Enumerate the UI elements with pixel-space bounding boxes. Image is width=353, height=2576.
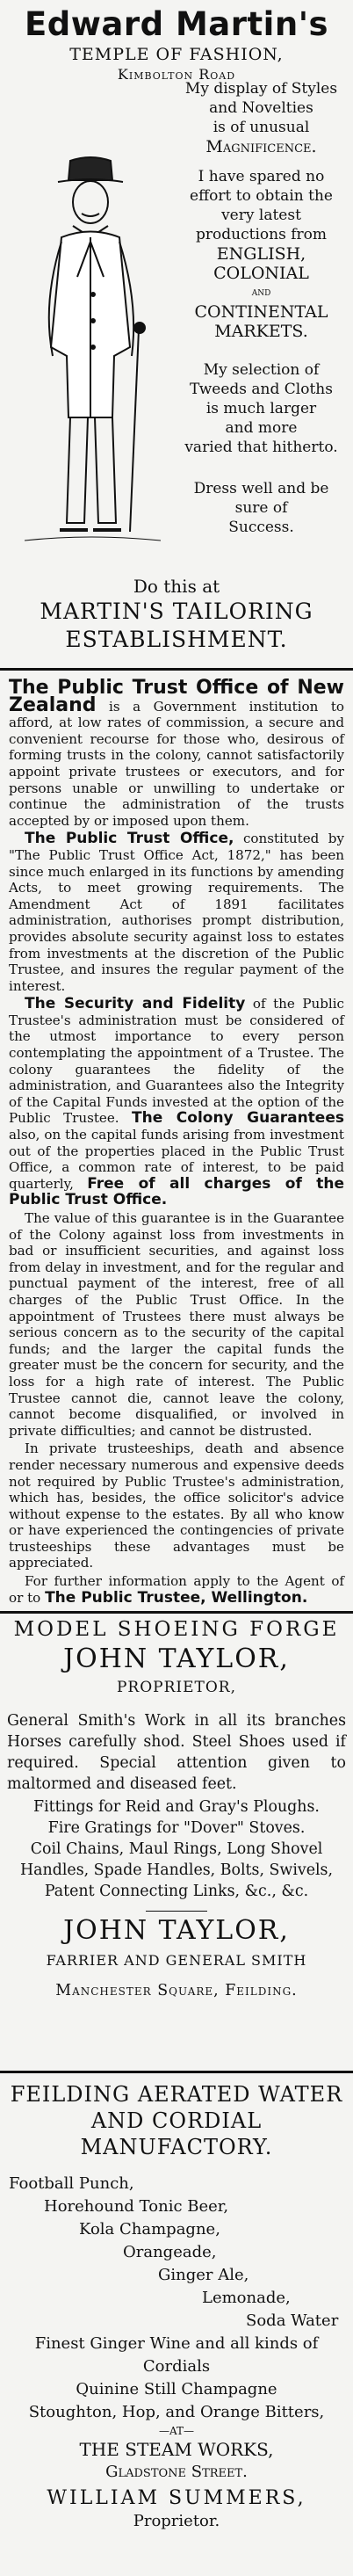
text-line: My display of Styles: [184, 80, 338, 98]
short-rule: [146, 1911, 207, 1912]
paragraph-text: also, on the capital funds arising from investment out of the properties placed in the Public Trust Office, a common rate of interest, to be paid quarterly,: [9, 1127, 344, 1192]
ad-title: FEILDING AERATED WATER AND CORDIAL MANUFACTORY.: [10, 2082, 343, 2159]
list-item: Kola Champagne,: [79, 2220, 220, 2239]
effort-paragraph: [171, 167, 351, 341]
dress-paragraph: [171, 479, 351, 537]
text-line: very latest: [221, 207, 301, 224]
paragraph-heading: The Colony Guarantees: [132, 1109, 344, 1128]
at-line: —AT—: [158, 2425, 194, 2437]
text-line: productions from: [196, 226, 327, 243]
text-line: is of unusual: [213, 119, 310, 136]
public-trust-ad: [0, 671, 353, 1612]
paragraph-heading: The Public Trust Office,: [25, 830, 234, 848]
martin-tailoring-ad: [0, 0, 353, 670]
proprietor-name: JOHN TAYLOR,: [63, 1644, 290, 1674]
paragraph-text: is a Government institution to afford, at low rates of commission, a secure and convenient recourse for those who, desirous of forming trusts in the colony, cannot satisfactorily appoint private trustees or executors, and for persons unable or unwilling to undertake or continue the administration of the trusts accepted by or imposed upon them.: [9, 698, 344, 829]
paragraph-emphasis: Free of all charges of the Public Trust Office.: [9, 1174, 344, 1209]
forge-address: Manchester Square, Feilding.: [55, 1982, 298, 1999]
chains-line: Coil Chains, Maul Rings, Long Shovel Handles, Spade Handles, Bolts, Swivels, Patent Connecting Links, &c., &c.: [19, 1840, 334, 1900]
text-line: and more: [225, 419, 298, 437]
contact-paragraph: [9, 1573, 344, 1606]
text-line: effort to obtain the: [190, 187, 333, 205]
guarantee-paragraph: [9, 1210, 344, 1439]
text-line: and Novelties: [209, 99, 313, 117]
text-line: sure of: [234, 499, 288, 517]
text-line: Magnificence.: [205, 137, 317, 156]
text-line: varied that hitherto.: [184, 439, 338, 456]
proprietor-name-2: JOHN TAYLOR,: [63, 1915, 290, 1946]
list-item: Ginger Ale,: [158, 2266, 249, 2284]
works-name: THE STEAM WORKS,: [79, 2439, 274, 2460]
display-paragraph: [171, 79, 351, 156]
products-list: [9, 2173, 344, 2333]
text-line: CONTINENTAL: [194, 302, 328, 322]
trade-label: FARRIER AND GENERAL SMITH: [46, 1952, 307, 1969]
ad-tagline: TEMPLE OF FASHION,: [69, 45, 284, 64]
text-line: MARTIN'S TAILORING: [40, 599, 313, 624]
text-line: MARKETS.: [214, 322, 308, 341]
owner-role: Proprietor.: [133, 2512, 220, 2530]
paragraph-text: In private trusteeships, death and absence render necessary numerous and expensive deeds not required by Public Trustee's administration, which has, besides, the office solicitor's advice without expense to the estates. By all who know or have experienced the contingencies of private trusteeships these advantages must be appreciated.: [9, 1440, 344, 1571]
paragraph-text: For further information apply to the Agent of or to: [9, 1573, 344, 1606]
ad-title: MODEL SHOEING FORGE: [13, 1618, 340, 1641]
tweeds-paragraph: [171, 360, 351, 457]
paragraph-text: The value of this guarantee is in the Guarantee of the Colony against loss from investments in bad or insufficient securities, and against loss from delay in investment, and for the regular and punctual payment of the interest, free of all charges of the Public Trust Office. In the appointment of Trustees there must always be serious concern as to the security of the capital funds; and the larger the capital funds the greater must be the concern for security, and the loss for a high rate of interest. The Public Trustee cannot die, cannot leave the colony, cannot become disqualified, or involved in private difficulties; and cannot be distrusted.: [9, 1210, 344, 1439]
list-item: Lemonade,: [202, 2289, 291, 2307]
text-line: ENGLISH,: [216, 244, 306, 264]
bitters-line: Stoughton, Hop, and Orange Bitters,: [28, 2403, 325, 2421]
paragraph-text: constituted by "The Public Trust Office Act, 1872," has been since much enlarged in its functions by amending Acts, to meet growing requirements. The Amendment Act of 1891 facilitates administration, authorises prompt distribution, provides absolute security against loss to estates from investments at the discretion of the Public Trustee, and insures the regular payment of the interest.: [9, 831, 344, 994]
text-line: My selection of: [203, 361, 320, 379]
establishment-name: [0, 598, 353, 654]
list-item: Orangeade,: [123, 2243, 217, 2261]
intro-paragraph: [9, 677, 344, 829]
aerated-water-ad: [0, 2074, 353, 2576]
shoeing-forge-ad: [0, 1614, 353, 2071]
works-street: Gladstone Street.: [105, 2463, 248, 2481]
gratings-line: Fire Gratings for "Dover" Stoves.: [47, 1819, 306, 1837]
fittings-line: Fittings for Reid and Gray's Ploughs.: [33, 1798, 320, 1816]
champagne-line: Quinine Still Champagne: [76, 2380, 277, 2398]
divider: [0, 668, 353, 671]
wine-line: Finest Ginger Wine and all kinds of Cordials: [34, 2334, 319, 2376]
paragraph-heading: The Security and Fidelity: [25, 995, 246, 1013]
text-line: Success.: [228, 519, 294, 536]
proprietor-label: PROPRIETOR,: [116, 1679, 237, 1696]
owner-name: WILLIAM SUMMERS,: [47, 2487, 306, 2509]
ad-address: Kimbolton Road: [117, 66, 236, 83]
text-line: Dress well and be: [193, 480, 329, 497]
text-line: COLONIAL: [213, 264, 309, 283]
do-this-line: Do this at: [133, 576, 220, 597]
private-trust-paragraph: [9, 1440, 344, 1571]
text-line: Tweeds and Cloths: [190, 381, 333, 398]
act-paragraph: [9, 831, 344, 994]
paragraph-text: of the Public Trustee's administration must be considered of the utmost importance to every person contemplating the appointment of a Trustee. The colony guarantees the fidelity of the administration, and Guarantees also the Integrity of the Capital Funds invested at the option of the Public Trustee.: [9, 996, 344, 1127]
text-line: is much larger: [205, 400, 317, 417]
gentleman-illustration: [7, 154, 174, 549]
list-item: Horehound Tonic Beer,: [44, 2197, 229, 2216]
security-paragraph: [9, 996, 344, 1208]
text-line: and: [251, 286, 271, 299]
divider: [0, 2071, 353, 2073]
list-item: Football Punch,: [9, 2174, 134, 2193]
headline: The Public Trust Office of New Zealand: [9, 677, 344, 716]
text-line: I have spared no: [198, 168, 325, 185]
services-text: General Smith's Work in all its branches Horses carefully shod. Steel Shoes used if required. Special attention given to maltormed and diseased feet.: [7, 1712, 346, 1793]
text-line: ESTABLISHMENT.: [65, 627, 288, 652]
ad-title: Edward Martin's: [24, 5, 329, 43]
paragraph-emphasis: The Public Trustee, Wellington.: [45, 1588, 308, 1607]
list-item: Soda Water: [246, 2311, 339, 2330]
